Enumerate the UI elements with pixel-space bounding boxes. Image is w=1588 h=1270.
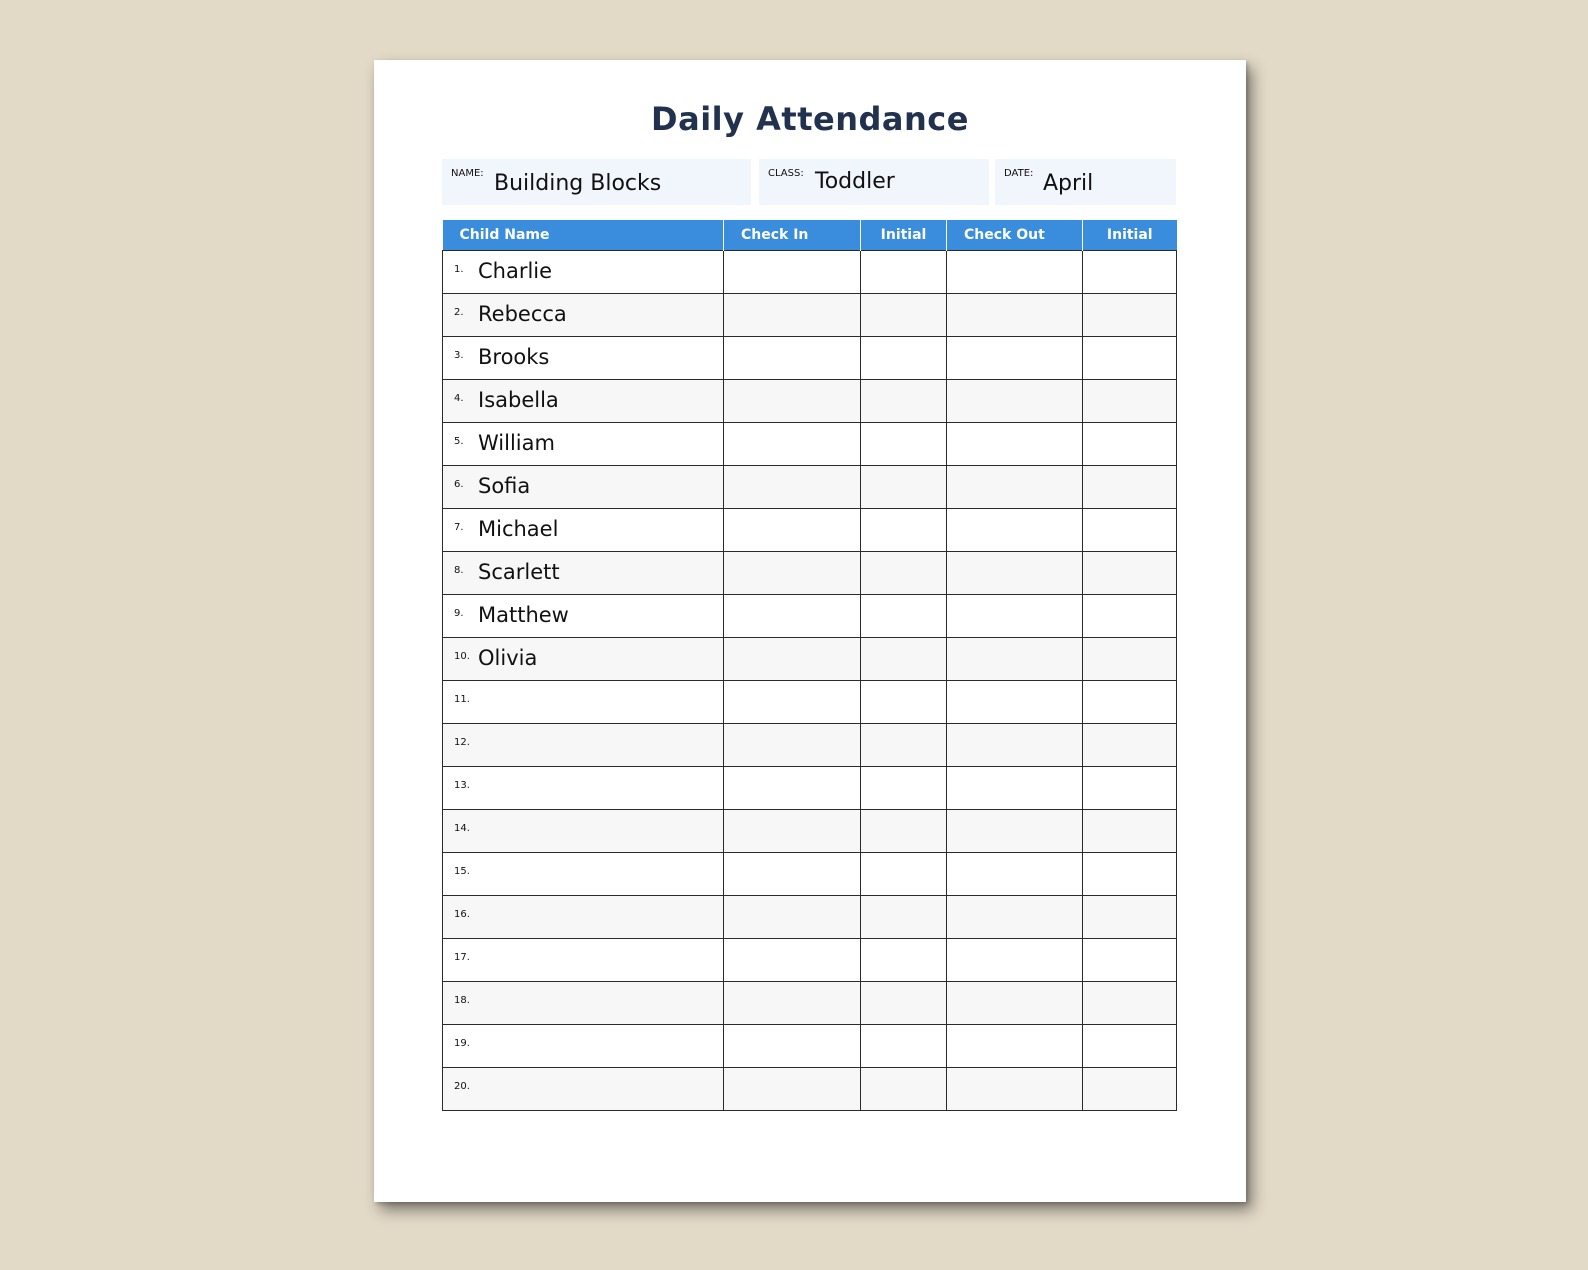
- check-out-cell[interactable]: [947, 1067, 1083, 1110]
- initial-out-cell[interactable]: [1083, 465, 1177, 508]
- child-name-cell[interactable]: [443, 379, 724, 422]
- child-name-cell[interactable]: [443, 766, 724, 809]
- row-number: 11.: [454, 693, 470, 705]
- row-number: 4.: [454, 392, 464, 404]
- row-number: 9.: [454, 607, 464, 619]
- check-in-cell[interactable]: [724, 508, 861, 551]
- child-name: Olivia: [478, 645, 538, 670]
- initial-in-cell[interactable]: [861, 637, 947, 680]
- initial-out-cell[interactable]: [1083, 336, 1177, 379]
- child-name: Matthew: [478, 602, 569, 627]
- class-value: Toddler: [815, 169, 895, 194]
- initial-out-cell[interactable]: [1083, 680, 1177, 723]
- attendance-sheet: [374, 60, 1246, 1202]
- child-name: Isabella: [478, 387, 559, 412]
- check-out-cell[interactable]: [947, 637, 1083, 680]
- row-number: 1.: [454, 263, 464, 275]
- date-field[interactable]: [995, 159, 1176, 205]
- check-in-cell[interactable]: [724, 1024, 861, 1067]
- attendance-table: [442, 220, 1177, 1111]
- table-row: [443, 336, 1177, 379]
- row-number: 6.: [454, 478, 464, 490]
- child-name: Sofia: [478, 473, 531, 498]
- initial-in-cell[interactable]: [861, 250, 947, 293]
- check-in-cell[interactable]: [724, 293, 861, 336]
- initial-out-cell[interactable]: [1083, 1024, 1177, 1067]
- table-row: [443, 809, 1177, 852]
- initial-out-cell[interactable]: [1083, 250, 1177, 293]
- check-out-cell[interactable]: [947, 938, 1083, 981]
- initial-out-cell[interactable]: [1083, 594, 1177, 637]
- initial-out-cell[interactable]: [1083, 766, 1177, 809]
- table-row: [443, 379, 1177, 422]
- initial-out-cell[interactable]: [1083, 723, 1177, 766]
- check-in-cell[interactable]: [724, 465, 861, 508]
- table-row: [443, 766, 1177, 809]
- table-row: [443, 938, 1177, 981]
- row-number: 13.: [454, 779, 470, 791]
- check-in-cell[interactable]: [724, 379, 861, 422]
- child-name: William: [478, 430, 555, 455]
- table-row: [443, 723, 1177, 766]
- column-header-child-name: Child Name: [443, 220, 724, 250]
- initial-out-cell[interactable]: [1083, 637, 1177, 680]
- child-name-cell[interactable]: [443, 1024, 724, 1067]
- child-name-cell[interactable]: [443, 723, 724, 766]
- page-title: Daily Attendance: [651, 100, 969, 138]
- check-out-cell[interactable]: [947, 465, 1083, 508]
- check-out-cell[interactable]: [947, 379, 1083, 422]
- check-out-cell[interactable]: [947, 551, 1083, 594]
- table-row: [443, 422, 1177, 465]
- check-out-cell[interactable]: [947, 336, 1083, 379]
- table-row: [443, 293, 1177, 336]
- initial-in-cell[interactable]: [861, 1024, 947, 1067]
- child-name-cell[interactable]: [443, 981, 724, 1024]
- check-out-cell[interactable]: [947, 594, 1083, 637]
- child-name-cell[interactable]: [443, 895, 724, 938]
- check-in-cell[interactable]: [724, 594, 861, 637]
- child-name: Brooks: [478, 344, 550, 369]
- table-row: [443, 465, 1177, 508]
- row-number: 20.: [454, 1080, 470, 1092]
- initial-in-cell[interactable]: [861, 594, 947, 637]
- date-value: April: [1043, 171, 1094, 196]
- row-number: 7.: [454, 521, 464, 533]
- date-label: DATE:: [1004, 168, 1034, 179]
- check-out-cell[interactable]: [947, 1024, 1083, 1067]
- table-row: [443, 981, 1177, 1024]
- initial-out-cell[interactable]: [1083, 293, 1177, 336]
- initial-out-cell[interactable]: [1083, 1067, 1177, 1110]
- initial-in-cell[interactable]: [861, 852, 947, 895]
- check-out-cell[interactable]: [947, 723, 1083, 766]
- initial-out-cell[interactable]: [1083, 379, 1177, 422]
- table-row: [443, 852, 1177, 895]
- child-name: Charlie: [478, 258, 553, 283]
- initial-in-cell[interactable]: [861, 465, 947, 508]
- child-name: Michael: [478, 516, 559, 541]
- column-header-check-in: Check In: [724, 220, 861, 250]
- check-out-cell[interactable]: [947, 895, 1083, 938]
- class-field[interactable]: [759, 159, 989, 205]
- check-in-cell[interactable]: [724, 1067, 861, 1110]
- row-number: 2.: [454, 306, 464, 318]
- table-row: [443, 250, 1177, 293]
- child-name-cell[interactable]: [443, 852, 724, 895]
- initial-in-cell[interactable]: [861, 336, 947, 379]
- check-in-cell[interactable]: [724, 680, 861, 723]
- class-label: CLASS:: [768, 168, 804, 179]
- initial-in-cell[interactable]: [861, 723, 947, 766]
- initial-out-cell[interactable]: [1083, 895, 1177, 938]
- table-row: [443, 1067, 1177, 1110]
- check-in-cell[interactable]: [724, 852, 861, 895]
- name-label: NAME:: [451, 168, 484, 179]
- child-name-cell[interactable]: [443, 465, 724, 508]
- row-number: 18.: [454, 994, 470, 1006]
- child-name-cell[interactable]: [443, 680, 724, 723]
- child-name-cell[interactable]: [443, 809, 724, 852]
- child-name-cell[interactable]: [443, 594, 724, 637]
- check-in-cell[interactable]: [724, 766, 861, 809]
- child-name-cell[interactable]: [443, 293, 724, 336]
- initial-in-cell[interactable]: [861, 981, 947, 1024]
- check-out-cell[interactable]: [947, 766, 1083, 809]
- check-out-cell[interactable]: [947, 508, 1083, 551]
- child-name-cell[interactable]: [443, 508, 724, 551]
- initial-out-cell[interactable]: [1083, 938, 1177, 981]
- check-in-cell[interactable]: [724, 336, 861, 379]
- initial-in-cell[interactable]: [861, 680, 947, 723]
- check-in-cell[interactable]: [724, 250, 861, 293]
- name-value: Building Blocks: [494, 171, 662, 196]
- check-in-cell[interactable]: [724, 981, 861, 1024]
- column-header-initial-in: Initial: [861, 220, 947, 250]
- initial-out-cell[interactable]: [1083, 508, 1177, 551]
- child-name-cell[interactable]: [443, 422, 724, 465]
- initial-in-cell[interactable]: [861, 938, 947, 981]
- row-number: 15.: [454, 865, 470, 877]
- table-row: [443, 508, 1177, 551]
- check-in-cell[interactable]: [724, 895, 861, 938]
- check-out-cell[interactable]: [947, 981, 1083, 1024]
- check-out-cell[interactable]: [947, 422, 1083, 465]
- table-row: [443, 637, 1177, 680]
- child-name: Scarlett: [478, 559, 560, 584]
- initial-in-cell[interactable]: [861, 895, 947, 938]
- check-out-cell[interactable]: [947, 293, 1083, 336]
- initial-out-cell[interactable]: [1083, 551, 1177, 594]
- initial-in-cell[interactable]: [861, 293, 947, 336]
- table-row: [443, 680, 1177, 723]
- row-number: 17.: [454, 951, 470, 963]
- initial-out-cell[interactable]: [1083, 422, 1177, 465]
- table-row: [443, 551, 1177, 594]
- child-name-cell[interactable]: [443, 938, 724, 981]
- initial-in-cell[interactable]: [861, 1067, 947, 1110]
- check-out-cell[interactable]: [947, 809, 1083, 852]
- initial-in-cell[interactable]: [861, 422, 947, 465]
- initial-out-cell[interactable]: [1083, 852, 1177, 895]
- child-name-cell[interactable]: [443, 637, 724, 680]
- child-name-cell[interactable]: [443, 1067, 724, 1110]
- check-in-cell[interactable]: [724, 809, 861, 852]
- table-row: [443, 895, 1177, 938]
- check-in-cell[interactable]: [724, 637, 861, 680]
- row-number: 10.: [454, 650, 470, 662]
- check-in-cell[interactable]: [724, 422, 861, 465]
- check-out-cell[interactable]: [947, 852, 1083, 895]
- row-number: 16.: [454, 908, 470, 920]
- initial-out-cell[interactable]: [1083, 981, 1177, 1024]
- initial-in-cell[interactable]: [861, 379, 947, 422]
- row-number: 19.: [454, 1037, 470, 1049]
- check-out-cell[interactable]: [947, 250, 1083, 293]
- table-row: [443, 1024, 1177, 1067]
- row-number: 14.: [454, 822, 470, 834]
- row-number: 12.: [454, 736, 470, 748]
- check-in-cell[interactable]: [724, 938, 861, 981]
- row-number: 3.: [454, 349, 464, 361]
- child-name-cell[interactable]: [443, 336, 724, 379]
- check-in-cell[interactable]: [724, 723, 861, 766]
- initial-out-cell[interactable]: [1083, 809, 1177, 852]
- column-header-check-out: Check Out: [947, 220, 1083, 250]
- initial-in-cell[interactable]: [861, 551, 947, 594]
- table-header-row: [443, 220, 1177, 250]
- initial-in-cell[interactable]: [861, 508, 947, 551]
- table-body: [443, 250, 1177, 1110]
- name-field[interactable]: [442, 159, 751, 205]
- table-row: [443, 594, 1177, 637]
- check-in-cell[interactable]: [724, 551, 861, 594]
- row-number: 8.: [454, 564, 464, 576]
- child-name: Rebecca: [478, 301, 567, 326]
- child-name-cell[interactable]: [443, 551, 724, 594]
- check-out-cell[interactable]: [947, 680, 1083, 723]
- child-name-cell[interactable]: [443, 250, 724, 293]
- initial-in-cell[interactable]: [861, 766, 947, 809]
- row-number: 5.: [454, 435, 464, 447]
- initial-in-cell[interactable]: [861, 809, 947, 852]
- column-header-initial-out: Initial: [1083, 220, 1177, 250]
